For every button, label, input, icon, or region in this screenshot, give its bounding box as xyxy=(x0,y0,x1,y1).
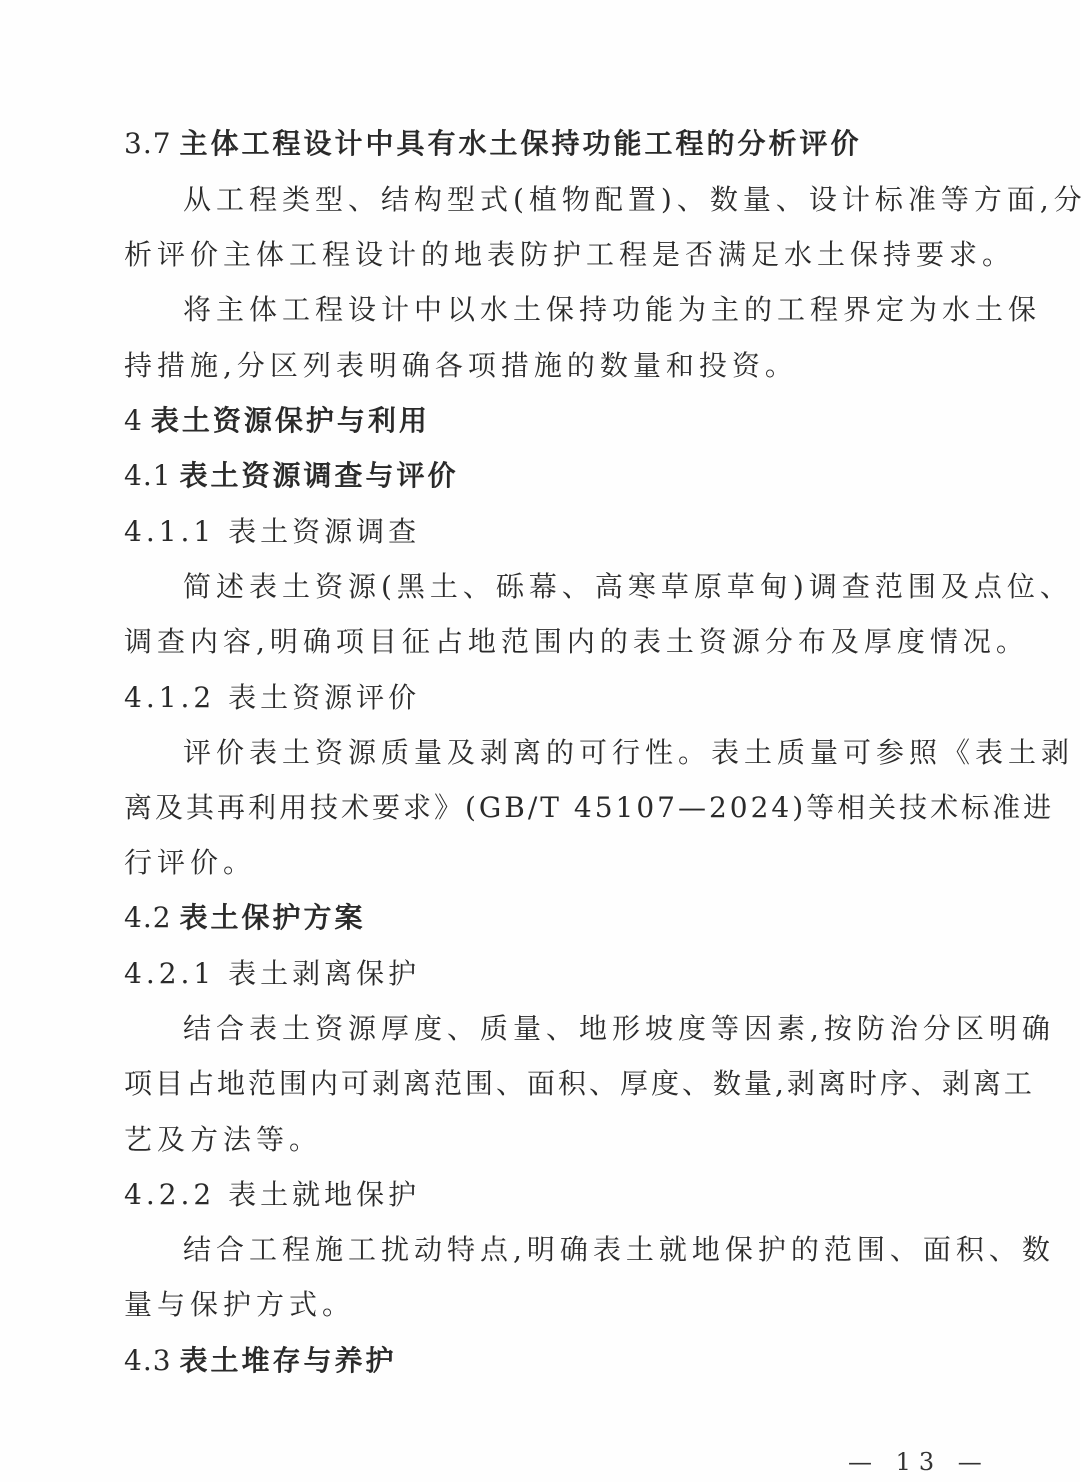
subsection-number: 4.2.1 xyxy=(124,957,216,990)
subsection-title: 表土剥离保护 xyxy=(228,957,421,990)
section-title: 表土保护方案 xyxy=(179,901,366,934)
subsection-title: 表土资源评价 xyxy=(228,681,421,714)
section-title: 表土堆存与养护 xyxy=(179,1344,397,1377)
section-number: 4.2 xyxy=(124,901,172,934)
section-title: 主体工程设计中具有水土保持功能工程的分析评价 xyxy=(179,127,862,160)
section-number: 4.3 xyxy=(124,1344,172,1377)
subsection-number: 4.2.2 xyxy=(124,1178,216,1211)
paragraph-line: 简述表土资源(黑土、砾幕、高寒草原草甸)调查范围及点位、 xyxy=(183,570,1073,603)
section-heading-4-3 xyxy=(124,1341,994,1381)
subsection-title: 表土资源调查 xyxy=(228,515,421,548)
paragraph-line: 结合表土资源厚度、质量、地形坡度等因素,按防治分区明确 xyxy=(183,1012,1055,1045)
subsection-number: 4.1.2 xyxy=(124,681,216,714)
section-title: 表土资源保护与利用 xyxy=(150,404,430,437)
paragraph-line: 将主体工程设计中以水土保持功能为主的工程界定为水土保 xyxy=(183,293,1042,326)
section-number: 4.1 xyxy=(124,459,172,492)
subsection-number: 4.1.1 xyxy=(124,515,216,548)
subsection-heading-4-2-1 xyxy=(124,954,994,994)
section-heading-3-7 xyxy=(124,124,994,164)
subsection-title: 表土就地保护 xyxy=(228,1178,421,1211)
section-number: 3.7 xyxy=(124,127,172,160)
subsection-heading-4-1-2 xyxy=(124,678,994,718)
paragraph-line: 离及其再利用技术要求》(GB/T 45107—2024)等相关技术标准进 xyxy=(124,791,1055,824)
paragraph-line: 持措施,分区列表明确各项措施的数量和投资。 xyxy=(124,349,798,382)
paragraph-line: 行评价。 xyxy=(124,846,257,879)
section-heading-4-1 xyxy=(124,456,994,496)
section-heading-4 xyxy=(124,401,994,441)
section-number: 4 xyxy=(124,404,143,437)
page-number: — 13 — xyxy=(848,1448,990,1476)
subsection-heading-4-2-2 xyxy=(124,1175,994,1215)
paragraph-line: 艺及方法等。 xyxy=(124,1123,323,1156)
paragraph-line: 析评价主体工程设计的地表防护工程是否满足水土保持要求。 xyxy=(124,238,1016,271)
subsection-heading-4-1-1 xyxy=(124,512,994,552)
section-heading-4-2 xyxy=(124,898,994,938)
paragraph-line: 评价表土资源质量及剥离的可行性。表土质量可参照《表土剥 xyxy=(183,736,1075,769)
section-title: 表土资源调查与评价 xyxy=(179,459,459,492)
paragraph-line: 从工程类型、结构型式(植物配置)、数量、设计标准等方面,分 xyxy=(183,183,1087,216)
paragraph-line: 量与保护方式。 xyxy=(124,1288,356,1321)
paragraph-line: 调查内容,明确项目征占地范围内的表土资源分布及厚度情况。 xyxy=(124,625,1029,658)
paragraph-line: 项目占地范围内可剥离范围、面积、厚度、数量,剥离时序、剥离工 xyxy=(124,1067,1035,1100)
paragraph-line: 结合工程施工扰动特点,明确表土就地保护的范围、面积、数 xyxy=(183,1233,1055,1266)
